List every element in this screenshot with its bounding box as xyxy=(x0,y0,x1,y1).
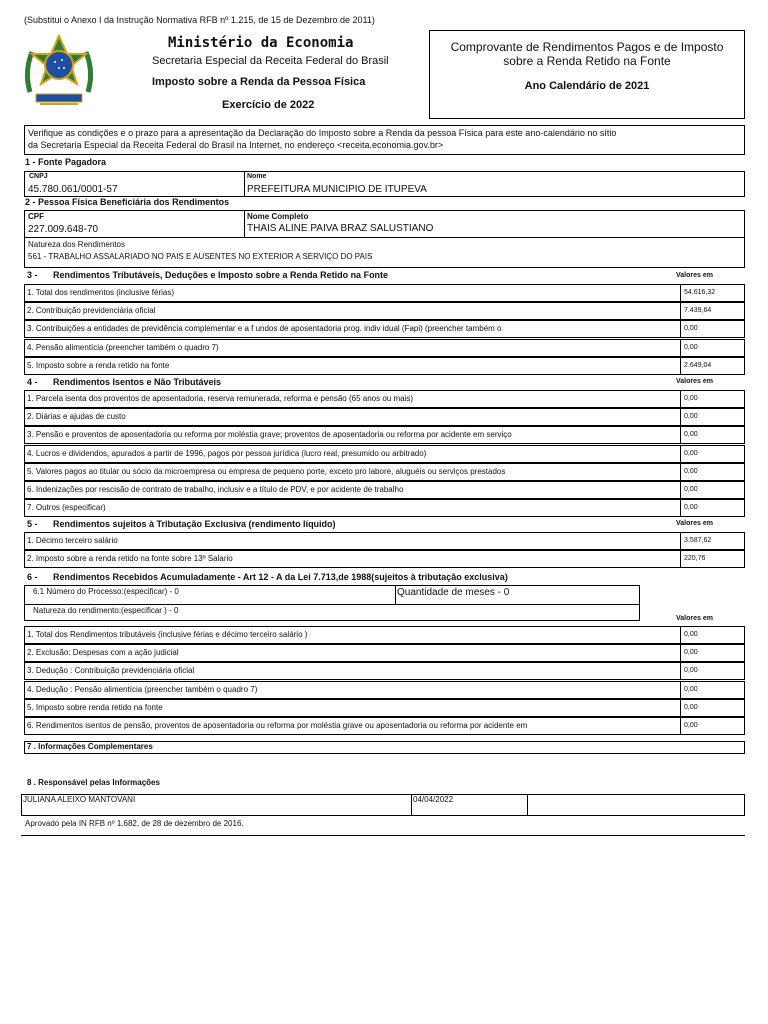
row-value: 0,00 xyxy=(684,504,698,512)
row-value: 0,00 xyxy=(684,395,698,402)
table-row xyxy=(24,481,745,499)
row-value: 0,00 xyxy=(684,486,698,493)
exercicio: Exercício de 2022 xyxy=(222,99,315,111)
section7-box xyxy=(24,741,745,754)
natureza-label: Natureza dos Rendimentos xyxy=(28,240,125,249)
footer-line xyxy=(21,835,745,836)
notice-line1: Verifique as condições e o prazo para a apresentação da Declaração do Imposto sobre a Renda da pessoa Física para este ano-calendário no sítio xyxy=(28,128,617,138)
table-row xyxy=(24,426,745,444)
table-row xyxy=(24,357,745,375)
table-row xyxy=(24,284,745,302)
responsavel-box xyxy=(21,794,745,816)
natureza-rendimento-box xyxy=(24,604,640,621)
natureza-value: 561 - TRABALHO ASSALARIADO NO PAIS E AUSENTES NO EXTERIOR A SERVIÇO DO PAIS xyxy=(28,252,373,261)
natureza-box xyxy=(24,237,745,268)
nome-completo-value: THAIS ALINE PAIVA BRAZ SALUSTIANO xyxy=(247,223,434,234)
responsavel-data: 04/04/2022 xyxy=(413,795,454,804)
table-row xyxy=(24,626,745,644)
section3-title: Rendimentos Tributáveis, Deduções e Imposto sobre a Renda Retido na Fonte xyxy=(53,270,389,280)
row-value: 0,00 xyxy=(684,467,698,475)
section3-num: 3 - xyxy=(27,270,38,280)
cpf-value: 227.009.648-70 xyxy=(28,224,99,235)
row-value: 3.587,62 xyxy=(684,537,712,544)
row-value: 7.439,64 xyxy=(684,307,712,315)
row-label: 4. Lucros e dividendos, apurados a partir de 1996, pagos por pessoa jurídica (lucro real, presumido ou arbitrado) xyxy=(27,448,427,458)
row-label: 6. Indenizações por rescisão de contrato de trabalho, inclusiv e a título de PDV, e por acidente de trabalho xyxy=(27,485,404,494)
row-label: 5. Imposto sobre a renda retido na fonte xyxy=(27,360,170,370)
quantidade-meses: Quantidade de meses - 0 xyxy=(397,587,510,598)
top-note: (Substitui o Anexo I da Instrução Normativa RFB nº 1.215, de 15 de Dezembro de 2011) xyxy=(24,15,375,25)
natureza-rendimento-text: Natureza do rendimento:(especificar ) - 0 xyxy=(33,606,179,615)
table-row xyxy=(24,408,745,426)
section5-title: Rendimentos sujeitos à Tributação Exclusiva (rendimento líquido) xyxy=(53,519,336,529)
row-label: 1. Parcela isenta dos proventos de aposentadoria, reserva remunerada, reforma e pensão (65 anos ou mais) xyxy=(27,394,413,403)
nome-fonte-value: PREFEITURA MUNICIPIO DE ITUPEVA xyxy=(247,184,427,195)
row-value: 0,00 xyxy=(684,667,698,675)
row-label: 3. Pensão e proventos de aposentadoria ou reforma por moléstia grave; proventos de aposentadoria ou reforma por acidente em serviço xyxy=(27,430,512,440)
ano-calendario: Ano Calendário de 2021 xyxy=(524,80,650,92)
section1-title: 1 - Fonte Pagadora xyxy=(25,157,107,167)
processo-box xyxy=(24,585,640,605)
brazil-coat-of-arms-icon xyxy=(22,32,96,114)
section4-num: 4 - xyxy=(27,377,38,387)
aprovado-text: Aprovado pela IN RFB nº 1.682, de 28 de dezembro de 2016. xyxy=(25,819,244,828)
ministry-title: Ministério da Economia xyxy=(168,35,354,51)
table-row xyxy=(24,320,745,338)
row-value: 0,00 xyxy=(684,722,698,729)
cnpj-label: CNPJ xyxy=(29,173,48,180)
section7-title: 7 . Informações Complementares xyxy=(27,742,153,751)
comprovante-line1: Comprovante de Rendimentos Pagos e de Imposto xyxy=(450,40,724,54)
table-row xyxy=(24,717,745,735)
section2-title: 2 - Pessoa Física Beneficiária dos Rendimentos xyxy=(25,197,230,207)
table-row xyxy=(24,302,745,320)
row-label: 3. Dedução : Contribuição previdenciária oficial xyxy=(27,666,195,676)
nome-completo-label: Nome Completo xyxy=(247,212,309,221)
table-row xyxy=(24,339,745,357)
processo-text: 6.1 Número do Processo:(especificar) - 0 xyxy=(33,587,179,596)
section4-valores-em: Valores em xyxy=(676,378,713,385)
table-row xyxy=(24,681,745,699)
row-value: 0,00 xyxy=(684,685,698,693)
row-value: 0,00 xyxy=(684,703,698,711)
responsavel-nome: JULIANA ALEIXO MANTOVANI xyxy=(23,795,136,804)
comprovante-box xyxy=(429,30,745,119)
table-row xyxy=(24,699,745,717)
row-value: 0,00 xyxy=(684,431,698,439)
table-row xyxy=(24,499,745,517)
table-row xyxy=(24,532,745,550)
row-label: 5. Valores pagos ao titular ou sócio da microempresa ou empresa de pequeno porte, exceto pro labore, aluguéis ou serviços prestados xyxy=(27,466,506,476)
table-row xyxy=(24,550,745,568)
table-row xyxy=(24,644,745,662)
row-label: 7. Outros (especificar) xyxy=(27,503,106,513)
row-label: 2. Imposto sobre a renda retido na fonte sobre 13º Salario xyxy=(27,554,233,564)
section5-valores-em: Valores em xyxy=(676,520,713,527)
row-label: 5. Imposto sobre renda retido na fonte xyxy=(27,702,163,712)
row-label: 1. Total dos Rendimentos tributáveis (inclusive férias e décimo terceiro salário ) xyxy=(27,630,308,639)
row-label: 2. Exclusão: Despesas com a ação judicial xyxy=(27,648,179,658)
section4-title: Rendimentos Isentos e Não Tributáveis xyxy=(53,377,222,387)
row-label: 3. Contribuições a entidades de previdência complementar e a f undos de aposentadoria prog. indiv idual (Fapi) (preencher também o xyxy=(27,324,502,334)
comprovante-line2: sobre a Renda Retido na Fonte xyxy=(503,54,671,68)
row-value: 0,00 xyxy=(684,325,698,333)
row-label: 2. Contribuição previdenciária oficial xyxy=(27,306,156,316)
section8-title: 8 . Responsável pelas Informações xyxy=(27,778,160,787)
row-label: 4. Pensão alimentícia (preencher também o quadro 7) xyxy=(27,342,219,352)
table-row xyxy=(24,463,745,481)
row-label: 2. Diárias e ajudas de custo xyxy=(27,412,126,422)
table-row xyxy=(24,445,745,463)
row-value: 54.616,32 xyxy=(684,289,716,296)
section6-valores-em: Valores em xyxy=(676,615,713,622)
section3-valores-em: Valores em xyxy=(676,272,713,279)
row-label: 1. Total dos rendimentos (inclusive férias) xyxy=(27,288,175,297)
section6-title: Rendimentos Recebidos Acumuladamente - Art 12 - A da Lei 7.713,de 1988(sujeitos à tributação exclusiva) xyxy=(53,572,508,582)
nome-fonte-label: Nome xyxy=(247,173,267,180)
row-label: 6. Rendimentos isentos de pensão, proventos de aposentadoria ou reforma por moléstia grave ou aposentadoria ou reforma por acidente em xyxy=(27,721,528,730)
table-row xyxy=(24,390,745,408)
row-value: 0,00 xyxy=(684,631,698,638)
row-value: 0,00 xyxy=(684,649,698,657)
section5-num: 5 - xyxy=(27,519,38,529)
notice-box xyxy=(24,125,745,155)
row-label: 1. Décimo terceiro salário xyxy=(27,536,118,545)
row-value: 0,00 xyxy=(684,343,698,351)
cnpj-value: 45.780.061/0001-57 xyxy=(28,184,118,195)
row-value: 220,76 xyxy=(684,555,706,563)
notice-line2: da Secretaria Especial da Receita Federal do Brasil na Internet, no endereço <receita.economia.gov.br> xyxy=(28,140,444,150)
section6-num: 6 - xyxy=(27,572,38,582)
secretaria: Secretaria Especial da Receita Federal do Brasil xyxy=(152,55,389,67)
row-label: 4. Dedução : Pensão alimentícia (preencher também o quadro 7) xyxy=(27,684,258,694)
row-value: 2.649,04 xyxy=(684,361,712,369)
imposto-title: Imposto sobre a Renda da Pessoa Física xyxy=(152,76,366,88)
fonte-pagadora-box xyxy=(24,171,745,197)
cpf-label: CPF xyxy=(28,212,44,221)
beneficiario-box xyxy=(24,210,745,238)
row-value: 0,00 xyxy=(684,413,698,421)
table-row xyxy=(24,662,745,680)
row-value: 0,00 xyxy=(684,449,698,457)
